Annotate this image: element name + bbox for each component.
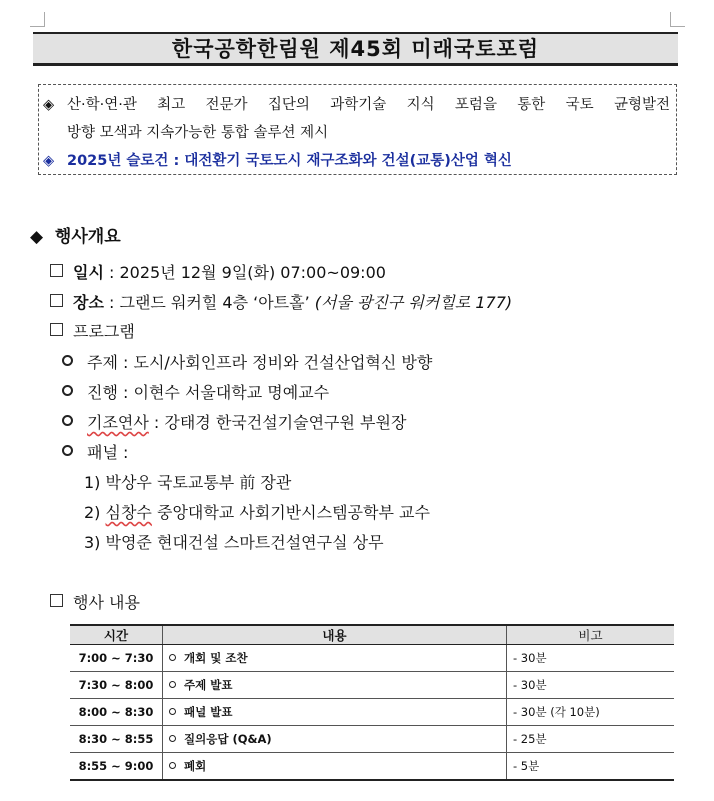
panelist-item bbox=[84, 530, 384, 553]
circle-bullet-icon bbox=[169, 681, 176, 688]
slogan-text: 2025년 슬로건 : 대전환기 국토도시 재구조화와 건설(교통)산업 혁신 bbox=[67, 153, 512, 169]
panel-row bbox=[62, 440, 128, 463]
cell-note: - 5분 bbox=[507, 753, 675, 781]
cell-content bbox=[163, 645, 507, 672]
cell-note: - 30분 (각 10분) bbox=[507, 699, 675, 726]
moderator-label: 진행 bbox=[87, 383, 118, 402]
keynote-label: 기조연사 bbox=[87, 413, 149, 432]
circle-bullet-icon bbox=[62, 445, 73, 456]
panelist-number: 3) bbox=[84, 533, 101, 552]
cell-content-text: 폐회 bbox=[184, 759, 207, 773]
circle-bullet-icon bbox=[169, 762, 176, 769]
panel-label: 패널 : bbox=[87, 443, 129, 462]
summary-line bbox=[43, 91, 670, 147]
theme-label: 주제 bbox=[87, 353, 118, 372]
panelist-number: 1) bbox=[84, 473, 101, 492]
panelist-name: 박영준 bbox=[105, 533, 152, 552]
cell-content bbox=[163, 672, 507, 699]
cell-time: 7:30 ~ 8:00 bbox=[70, 672, 163, 699]
schedule-table bbox=[70, 624, 674, 781]
summary-text: 산·학·연·관 최고 전문가 집단의 과학기술 지식 포럼을 통한 국토 균형발전 bbox=[67, 97, 670, 113]
table-row bbox=[70, 645, 674, 672]
circle-bullet-icon bbox=[169, 654, 176, 661]
cell-time: 8:55 ~ 9:00 bbox=[70, 753, 163, 781]
checkbox-square-icon bbox=[50, 264, 63, 277]
theme-value: 도시/사회인프라 정비와 건설산업혁신 방향 bbox=[133, 353, 433, 372]
overview-heading-text: 행사개요 bbox=[54, 227, 121, 247]
circle-bullet-icon bbox=[169, 708, 176, 715]
date-row: 일시 : 2025년 12월 9일(화) 07:00~09:00 bbox=[50, 260, 386, 283]
circle-bullet-icon bbox=[62, 415, 73, 426]
circle-bullet-icon bbox=[62, 385, 73, 396]
cell-content-text: 개회 및 조찬 bbox=[184, 651, 248, 665]
diamond-bullet-icon: ◈ bbox=[43, 97, 55, 113]
summary-box bbox=[38, 84, 677, 175]
program-row bbox=[50, 319, 135, 342]
cell-time: 8:00 ~ 8:30 bbox=[70, 699, 163, 726]
date-value: 2025년 12월 9일(화) 07:00~09:00 bbox=[119, 263, 386, 282]
column-header-content: 내용 bbox=[163, 625, 507, 645]
moderator-value: 이현수 서울대학교 명예교수 bbox=[133, 383, 330, 402]
checkbox-square-icon bbox=[50, 294, 63, 307]
keynote-row: 기조연사 : 강태경 한국건설기술연구원 부원장 bbox=[62, 410, 406, 433]
page-corner-mark bbox=[670, 12, 685, 27]
checkbox-square-icon bbox=[50, 594, 63, 607]
cell-content-text: 주제 발표 bbox=[184, 678, 233, 692]
cell-content bbox=[163, 726, 507, 753]
table-header-row bbox=[70, 625, 674, 645]
cell-content bbox=[163, 753, 507, 781]
keynote-value: 강태경 한국건설기술연구원 부원장 bbox=[164, 413, 407, 432]
panelist-item bbox=[84, 470, 291, 493]
panelist-name: 심창수 bbox=[105, 503, 152, 522]
circle-bullet-icon bbox=[169, 735, 176, 742]
panelist-name: 박상우 bbox=[105, 473, 152, 492]
cell-note: - 25분 bbox=[507, 726, 675, 753]
column-header-time: 시간 bbox=[70, 625, 163, 645]
panelist-number: 2) bbox=[84, 503, 101, 522]
diamond-bullet-icon: ◈ bbox=[43, 153, 55, 169]
theme-row: 주제 : 도시/사회인프라 정비와 건설산업혁신 방향 bbox=[62, 350, 432, 373]
summary-text-cont: 방향 모색과 지속가능한 통합 솔루션 제시 bbox=[67, 125, 329, 141]
panelist-affiliation: 현대건설 스마트건설연구실 상무 bbox=[156, 533, 384, 552]
panelist-affiliation: 중앙대학교 사회기반시스템공학부 교수 bbox=[156, 503, 430, 522]
moderator-row: 진행 : 이현수 서울대학교 명예교수 bbox=[62, 380, 329, 403]
table-row bbox=[70, 699, 674, 726]
cell-time: 8:30 ~ 8:55 bbox=[70, 726, 163, 753]
place-label: 장소 bbox=[73, 293, 104, 312]
table-row bbox=[70, 753, 674, 781]
cell-content bbox=[163, 699, 507, 726]
place-value: 그랜드 워커힐 4층 ‘아트홀’ bbox=[119, 293, 310, 312]
place-address: (서울 광진구 워커힐로 177) bbox=[314, 293, 513, 312]
cell-note: - 30분 bbox=[507, 645, 675, 672]
checkbox-square-icon bbox=[50, 323, 63, 336]
program-label: 프로그램 bbox=[73, 322, 135, 341]
cell-content-text: 패널 발표 bbox=[184, 705, 233, 719]
table-row bbox=[70, 672, 674, 699]
column-header-note: 비고 bbox=[507, 625, 675, 645]
circle-bullet-icon bbox=[62, 355, 73, 366]
overview-heading bbox=[30, 222, 121, 247]
panelist-item bbox=[84, 500, 430, 523]
schedule-heading bbox=[50, 590, 140, 613]
place-row: 장소 : 그랜드 워커힐 4층 ‘아트홀’ (서울 광진구 워커힐로 177) bbox=[50, 290, 512, 313]
schedule-heading-text: 행사 내용 bbox=[73, 593, 140, 612]
cell-time: 7:00 ~ 7:30 bbox=[70, 645, 163, 672]
table-row bbox=[70, 726, 674, 753]
slogan-line bbox=[43, 147, 670, 175]
cell-note: - 30분 bbox=[507, 672, 675, 699]
page-corner-mark bbox=[30, 12, 45, 27]
date-label: 일시 bbox=[73, 263, 104, 282]
diamond-icon: ◆ bbox=[30, 227, 44, 247]
cell-content-text: 질의응답 (Q&A) bbox=[184, 732, 272, 746]
panelist-affiliation: 국토교통부 前 장관 bbox=[156, 473, 292, 492]
document-title: 한국공학한림원 제45회 미래국토포럼 bbox=[33, 32, 678, 66]
